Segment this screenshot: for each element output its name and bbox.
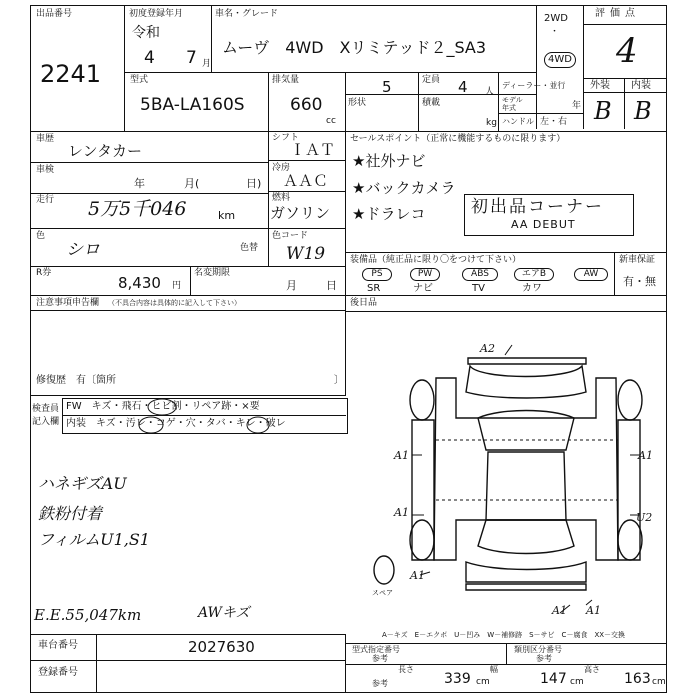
shape-label: 形状 (348, 98, 367, 108)
ref-label: 参考 (372, 679, 388, 688)
mark-a1-left-front: A1 (394, 449, 409, 462)
length-unit: cm (476, 677, 490, 687)
mark-a1-rear-1: A1 (552, 604, 567, 617)
height-label: 高さ (584, 665, 600, 674)
mark-a1-rear-2: A1 (586, 604, 601, 617)
reg-month: 7 (186, 48, 197, 68)
insp-row-2: 内装 キズ・汚レ・コゲ・穴・タバ・キレ・破レ (66, 418, 286, 429)
hand-note-2: 鉄粉付着 (38, 504, 103, 523)
shift-value: ＩＡＴ (290, 141, 336, 159)
drive-dot: ・ (550, 27, 560, 37)
equip-ps: PS (362, 268, 392, 281)
v-line (506, 643, 507, 664)
new-reg-label: 新車保証 (619, 255, 656, 265)
class-number-label: 類別区分番号 (514, 645, 562, 654)
color-label: 色 (36, 231, 46, 241)
notes-sub: （不具合内容は具体的に記入して下さい） (108, 299, 241, 307)
name-change-label: 名変期限 (194, 268, 231, 278)
ext-grade: B (594, 97, 612, 125)
height-value: 163 (624, 671, 651, 687)
repair-close: 〕 (334, 375, 344, 386)
reg-month-unit: 月 (202, 59, 212, 69)
name-change-month: 月 (286, 279, 297, 292)
inspection-year: 年 (134, 177, 145, 190)
shift-label: シフト (272, 133, 300, 143)
drive-4wd: 4WD (544, 52, 576, 68)
cap-value: 5 (382, 78, 392, 96)
year-unit: 年 (572, 101, 582, 111)
dealer-label: ディーラー・並行 (502, 81, 566, 90)
type-number-label: 型式指定番号 (352, 645, 400, 654)
equip-sr: SR (367, 283, 381, 294)
after-label: 後日品 (350, 298, 378, 308)
inspection-label: 車検 (36, 165, 55, 175)
model-year-label: モデル 年式 (502, 96, 523, 112)
lot-label: 出品番号 (36, 9, 73, 19)
v-line (96, 634, 97, 692)
equip-navi: ナビ (413, 283, 433, 294)
fuel-label: 燃料 (272, 193, 291, 203)
type-ref: 参考 (372, 654, 388, 663)
hand-note-3: フィルムU1,S1 (38, 530, 150, 549)
inspection-month: 月( (184, 177, 200, 190)
model-value: 5BA-LA160S (140, 95, 245, 115)
reg-era: 令和 (132, 25, 160, 41)
reg-year: 4 (144, 48, 155, 68)
selling-label: セールスポイント（正常に機能するものに限ります） (350, 134, 566, 144)
selling-point-1: ★社外ナビ (352, 152, 426, 170)
recycle-value: 8,430 (118, 274, 161, 292)
mileage-unit: km (218, 209, 236, 222)
mark-a2: A2 (480, 342, 495, 355)
insp-label-2: 記入欄 (32, 417, 60, 427)
color-code-label: 色コード (272, 231, 309, 241)
length-value: 339 (444, 671, 471, 687)
recycle-unit: 円 (172, 281, 182, 291)
ext-label: 外装 (590, 80, 610, 91)
selling-point-3: ★ドラレコ (352, 205, 426, 223)
equip-aw: AW (574, 268, 608, 281)
mark-a1-right-front: A1 (638, 449, 653, 462)
h-line (30, 660, 346, 661)
car-name: ムーヴ 4WD Xリミテッド２_SA3 (222, 38, 487, 57)
equip-abs: ABS (462, 268, 498, 281)
color-change-label: 色替 (240, 243, 259, 253)
score-label: 評価点 (595, 8, 640, 19)
mark-u2: U2 (636, 511, 653, 524)
chassis-number: 2027630 (188, 638, 255, 656)
recycle-label: R券 (36, 268, 52, 278)
insp-label-1: 検査員 (32, 404, 60, 414)
regnum-label: 登録番号 (38, 667, 78, 678)
mileage-label: 走行 (36, 195, 55, 205)
insp-row-1: FW キズ・飛石・ヒビ割・リペア跡・×要 (66, 401, 260, 412)
equipment-label: 装備品（純正品に限り〇をつけて下さい） (350, 255, 522, 265)
h-line (30, 634, 346, 635)
equip-leather: カワ (522, 283, 542, 294)
h-line (345, 664, 666, 665)
odo-note: E.E.55,047km (34, 606, 142, 624)
equip-tv: TV (472, 283, 485, 294)
doors-value: 4 (458, 78, 468, 96)
spare-label: スペア (372, 589, 393, 597)
handle-value: 左・右 (540, 117, 568, 127)
history-value: レンタカー (68, 142, 143, 160)
aw-note: AWキズ (198, 605, 250, 621)
reg-label: 初度登録年月 (129, 9, 184, 19)
repair-history: 修復歴 有〔箇所 (36, 375, 116, 386)
length-label: 長さ (398, 665, 414, 674)
disp-value: 660 (290, 95, 323, 115)
door-unit: 人 (485, 87, 495, 97)
selling-point-2: ★バックカメラ (352, 179, 456, 197)
equip-pw: PW (410, 268, 440, 281)
lot-number: 2241 (40, 60, 102, 88)
width-label: 幅 (490, 665, 498, 674)
aircon-label: 冷房 (272, 163, 291, 173)
color-code: W19 (286, 244, 326, 264)
mileage-value: 5万5千046 (88, 198, 187, 220)
history-label: 車歴 (36, 134, 55, 144)
mark-a1-left-rear: A1 (410, 569, 425, 582)
inspection-day: 日) (246, 177, 262, 190)
cap-label: 定員 (422, 75, 441, 85)
mark-a1-left-mid: A1 (394, 506, 409, 519)
load-label: 積載 (422, 98, 441, 108)
model-label: 型式 (130, 75, 149, 85)
notes-label: 注意事項申告欄 (36, 298, 100, 308)
debut-sub: AA DEBUT (511, 218, 576, 231)
car-label: 車名・グレード (215, 9, 279, 19)
handle-label: ハンドル (502, 117, 534, 126)
equip-airbag: エアB (514, 268, 554, 281)
int-label: 内装 (631, 80, 651, 91)
height-unit: cm (652, 677, 666, 687)
width-unit: cm (570, 677, 584, 687)
debut-title: 初出品コーナー (471, 197, 604, 217)
fuel-value: ガソリン (270, 204, 331, 222)
score-value: 4 (616, 31, 638, 71)
legend: A－キズ E－エクボ U－凹み W－補修跡 S－サビ C－腐食 XX－交換 (382, 631, 626, 639)
width-value: 147 (540, 671, 567, 687)
new-reg-value: 有・無 (623, 275, 656, 288)
name-change-day: 日 (326, 279, 337, 292)
disp-unit: cc (326, 116, 336, 126)
drive-2wd: 2WD (544, 13, 568, 24)
disp-label: 排気量 (272, 75, 300, 85)
load-unit: kg (486, 118, 497, 128)
int-grade: B (634, 97, 652, 125)
class-ref: 参考 (536, 654, 552, 663)
hand-note-1: ハネギズAU (38, 474, 127, 493)
aircon-value: ＡＡＣ (283, 172, 329, 190)
color-value: シロ (66, 240, 100, 260)
chassis-label: 車台番号 (38, 640, 78, 651)
